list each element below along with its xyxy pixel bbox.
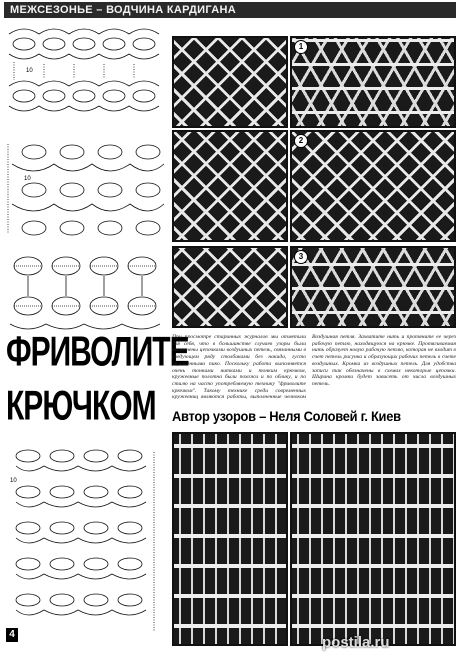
article-column-2: Воздушная петля. Захватите нить и протяните ее через рабочую петлю, находящуюся на крючке. Протягиваемая нить образует новую рабочую петлю, которая не входит в счет петель рисунка и образующих рабочих петель в счете воздушных. Кромка из воздушных петель. Для удобства записи так обозначены в схемах некоторые цепочки. Ширина кромки будет зависеть от числа воздушных петель.: [312, 334, 456, 387]
lace-photo-middle-left: [172, 130, 288, 242]
watermark: postila.ru: [322, 634, 390, 651]
count-label: 10: [10, 478, 17, 484]
diagram-2: [4, 134, 168, 244]
lace-photo-bottom-right: [290, 432, 456, 646]
page-title: [6, 325, 189, 430]
photo-number: 2: [294, 134, 308, 148]
title-line-1: ФРИВОЛИТЕ: [6, 329, 189, 376]
page-number: 4: [6, 628, 18, 642]
lace-photo-top-left: [172, 36, 288, 128]
lace-photo-2: [290, 130, 456, 242]
lace-photo-bottom-left: [172, 432, 288, 646]
photo-number: 1: [294, 40, 308, 54]
photo-number: 3: [294, 250, 308, 264]
lace-photo-lower-left: [172, 246, 288, 328]
count-label: 10: [24, 176, 31, 182]
title-line-2: КРЮЧКОМ: [6, 383, 156, 430]
diagram-1: [4, 22, 168, 132]
diagram-4: [4, 442, 168, 642]
author-line: Автор узоров – Неля Соловей г. Киев: [172, 408, 401, 424]
section-header: МЕЖСЕЗОНЬЕ – ВОДЧИНА КАРДИГАНА: [4, 2, 456, 18]
count-label: 10: [26, 68, 33, 74]
article-column-1: При просмотре старинных журналов мы отметили для себя, что в большинстве случаев узоры были выполнены цепочками воздушных петель, связанными в следующем ряду столбиками без накида, густо украшенными пико. Поскольку работа выполняется очень тонкими нитками и тонким крючком, кружевные полотна были похожи и по облику, и по стилю на часто употребляемую технику "фриволите крючком". Такому технике среди современных кружевниц являются работы, выполненные челноком: [172, 334, 306, 400]
lace-photo-1: [290, 36, 456, 128]
lace-photo-3: [290, 246, 456, 328]
